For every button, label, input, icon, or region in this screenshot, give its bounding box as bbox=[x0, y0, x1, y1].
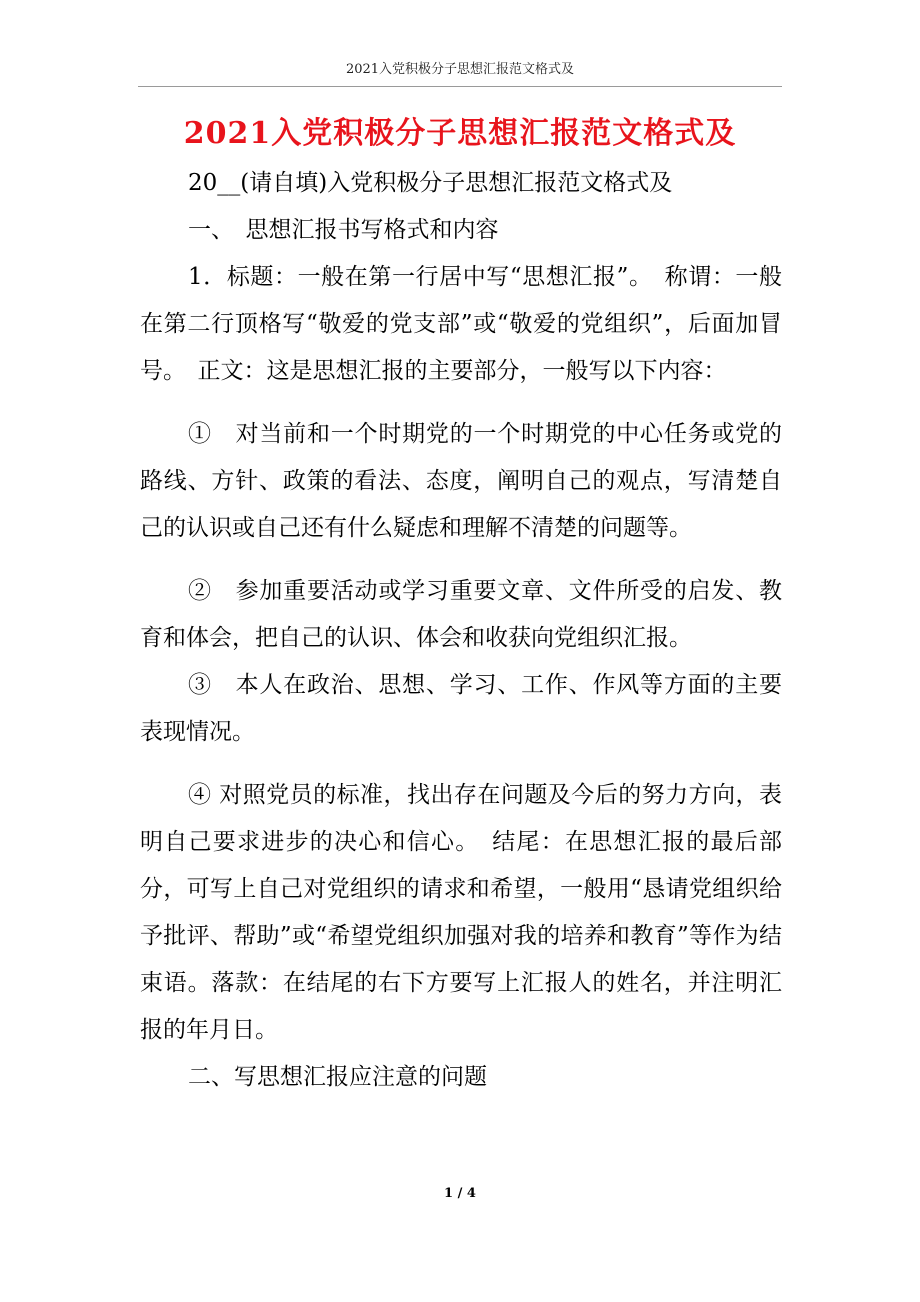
subtitle-paragraph: 20__(请自填)入党积极分子思想汇报范文格式及 bbox=[188, 170, 673, 196]
paragraph-item-4: ④ 对照党员的标准，找出存在问题及今后的努力方向，表明自己要求进步的决心和信心。 结尾：在思想汇报的最后部分，可写上自己对党组织的请求和希望，一般用“恳请党组织给予批评、帮助”或“希望党组织加强对我的培养和教育”等作为结束语。落款：在结尾的右下方要写上汇报人的姓名，并注明汇报的年月日。 bbox=[140, 782, 782, 1043]
header-divider bbox=[138, 86, 782, 87]
paragraph-format: 1．标题：一般在第一行居中写“思想汇报”。 称谓：一般在第二行顶格写“敬爱的党支部”或“敬爱的党组织”，后面加冒号。 正文：这是思想汇报的主要部分，一般写以下内容： bbox=[140, 264, 782, 384]
paragraph-item-1: ① 对当前和一个时期党的一个时期党的中心任务或党的路线、方针、政策的看法、态度，阐明自己的观点，写清楚自己的认识或自己还有什么疑虑和理解不清楚的问题等。 bbox=[140, 421, 782, 541]
section-heading-2: 二、写思想汇报应注意的问题 bbox=[188, 1064, 487, 1090]
paragraph-item-3: ③ 本人在政治、思想、学习、工作、作风等方面的主要表现情况。 bbox=[140, 672, 782, 745]
running-header: 2021入党积极分子思想汇报范文格式及 bbox=[345, 62, 575, 77]
section-heading-1: 一、 思想汇报书写格式和内容 bbox=[188, 217, 499, 243]
page-number: 1 / 4 bbox=[444, 1186, 476, 1201]
document-body bbox=[140, 160, 782, 1101]
document-title: 2021入党积极分子思想汇报范文格式及 bbox=[183, 116, 737, 151]
paragraph-item-2: ② 参加重要活动或学习重要文章、文件所受的启发、教育和体会，把自己的认识、体会和收获向党组织汇报。 bbox=[140, 578, 782, 651]
